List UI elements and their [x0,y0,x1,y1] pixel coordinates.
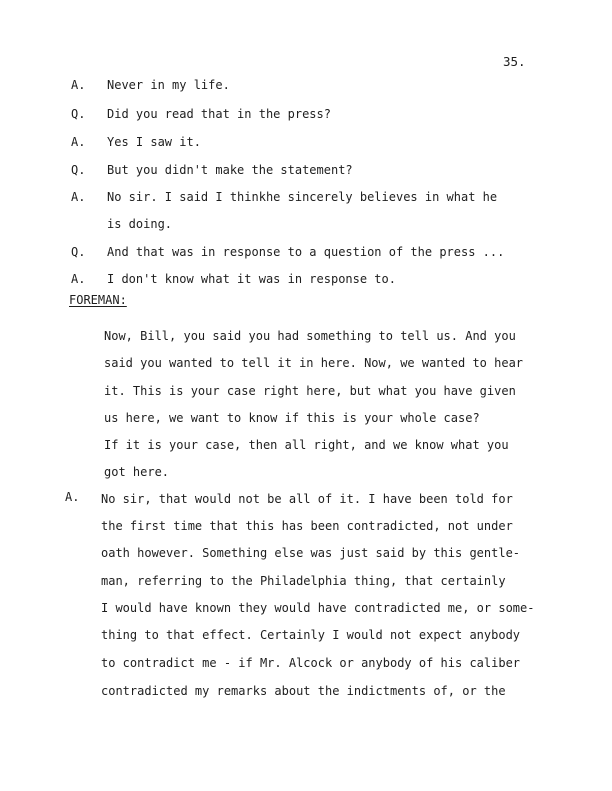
answer-text: oath however. Something else was just said by this gentle- [101,546,521,560]
answer-text: No sir. I said I thinkhe sincerely believes in what he [107,190,498,204]
speaker-label: A. [71,190,86,204]
answer-text: I would have known they would have contradicted me, or some- [101,601,535,615]
speaker-label: A. [71,78,86,92]
question-text: But you didn't make the statement? [107,163,353,177]
speaker-label: Q. [71,245,86,259]
answer-text: I don't know what it was in response to. [107,272,396,286]
speaker-label: A. [71,135,86,149]
foreman-text: said you wanted to tell it in here. Now, we wanted to hear [104,356,524,370]
answer-text: Yes I saw it. [107,135,201,149]
foreman-text: got here. [104,465,170,479]
speaker-label: Q. [71,163,86,177]
answer-text: is doing. [107,217,173,231]
answer-text: Never in my life. [107,78,230,92]
answer-text: No sir, that would not be all of it. I have been told for [101,492,513,506]
answer-text: the first time that this has been contradicted, not under [101,519,513,533]
answer-text: man, referring to the Philadelphia thing, that certainly [101,574,506,588]
question-text: Did you read that in the press? [107,107,331,121]
page-number: 35. [503,54,526,69]
foreman-label: FOREMAN: [69,293,127,307]
question-text: And that was in response to a question of the press ... [107,245,505,259]
answer-text: to contradict me - if Mr. Alcock or anybody of his caliber [101,656,521,670]
foreman-text: Now, Bill, you said you had something to tell us. And you [104,329,516,343]
speaker-label: Q. [71,107,86,121]
speaker-label: A. [71,272,86,286]
foreman-text: If it is your case, then all right, and we know what you [104,438,509,452]
foreman-text: us here, we want to know if this is your whole case? [104,411,480,425]
foreman-text: it. This is your case right here, but what you have given [104,384,516,398]
answer-text: thing to that effect. Certainly I would not expect anybody [101,628,521,642]
speaker-label: A. [65,490,80,504]
answer-text: contradicted my remarks about the indictments of, or the [101,684,506,698]
